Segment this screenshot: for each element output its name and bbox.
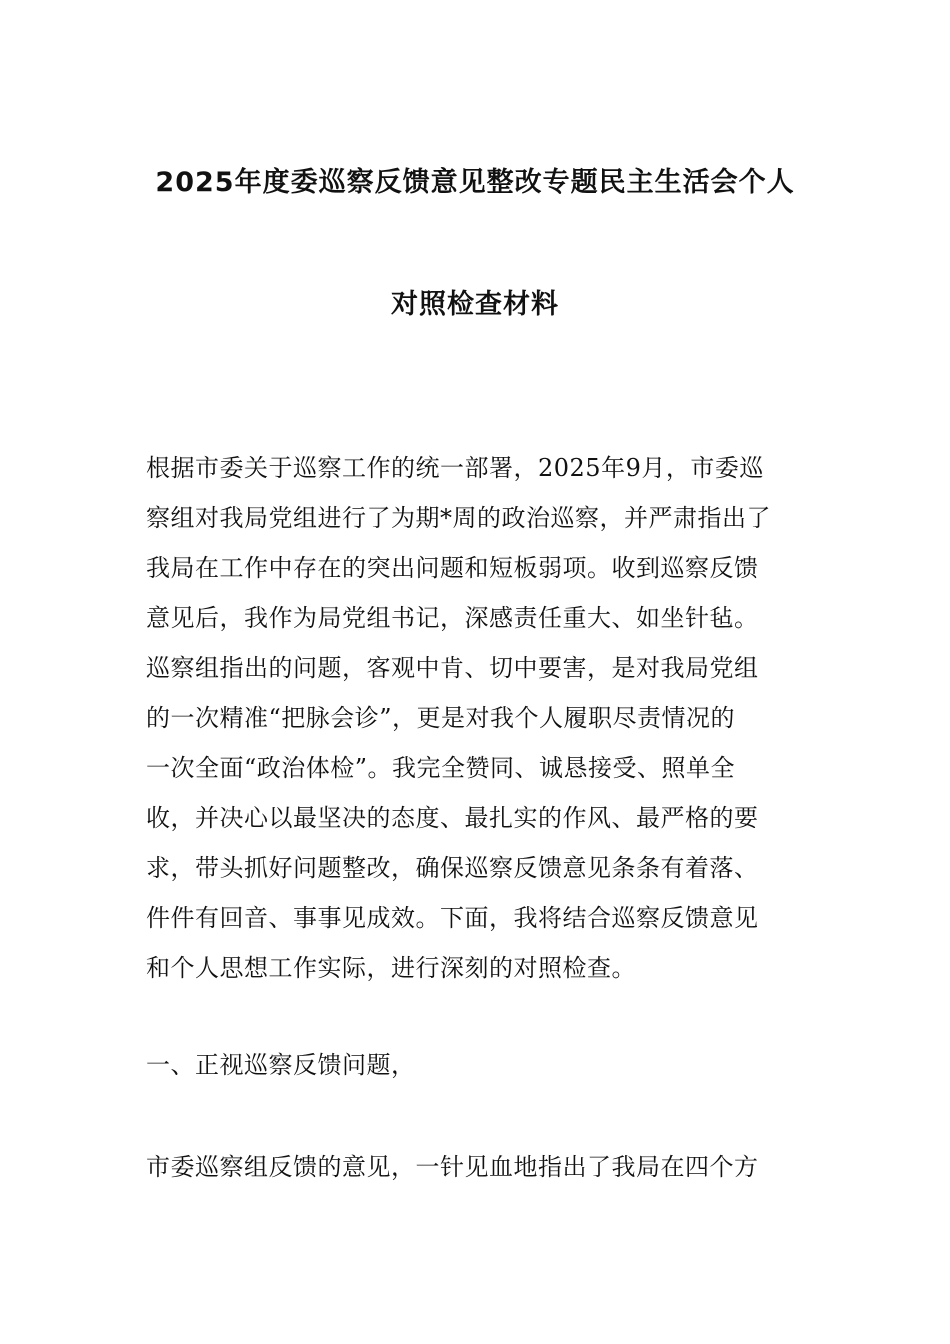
document-title-line-1: 2025年度委巡察反馈意见整改专题民主生活会个人 bbox=[155, 167, 795, 198]
paragraph-line: 件件有回音、事事见成效。下面，我将结合巡察反馈意见 bbox=[146, 904, 759, 932]
document-title-line-2: 对照检查材料 bbox=[391, 289, 559, 320]
paragraph-line: 和个人思想工作实际，进行深刻的对照检查。 bbox=[146, 954, 636, 982]
section-heading-1: 一、正视巡察反馈问题， bbox=[146, 1051, 416, 1079]
paragraph-line: 求，带头抓好问题整改，确保巡察反馈意见条条有着落、 bbox=[146, 854, 759, 882]
paragraph-line: 意见后，我作为局党组书记，深感责任重大、如坐针毡。 bbox=[146, 604, 759, 632]
paragraph-line: 一次全面“政治体检”。我完全赞同、诚恳接受、照单全 bbox=[146, 754, 736, 782]
paragraph-line: 我局在工作中存在的突出问题和短板弱项。收到巡察反馈 bbox=[146, 554, 759, 582]
paragraph-line: 巡察组指出的问题，客观中肯、切中要害，是对我局党组 bbox=[146, 654, 759, 682]
paragraph-line: 的一次精准“把脉会诊”，更是对我个人履职尽责情况的 bbox=[146, 704, 736, 732]
paragraph-line: 察组对我局党组进行了为期*周的政治巡察，并严肃指出了 bbox=[146, 504, 771, 532]
section-1-paragraph-line: 市委巡察组反馈的意见，一针见血地指出了我局在四个方 bbox=[146, 1153, 759, 1181]
paragraph-line: 收，并决心以最坚决的态度、最扎实的作风、最严格的要 bbox=[146, 804, 759, 832]
paragraph-line: 根据市委关于巡察工作的统一部署，2025年9月，市委巡 bbox=[146, 454, 764, 482]
